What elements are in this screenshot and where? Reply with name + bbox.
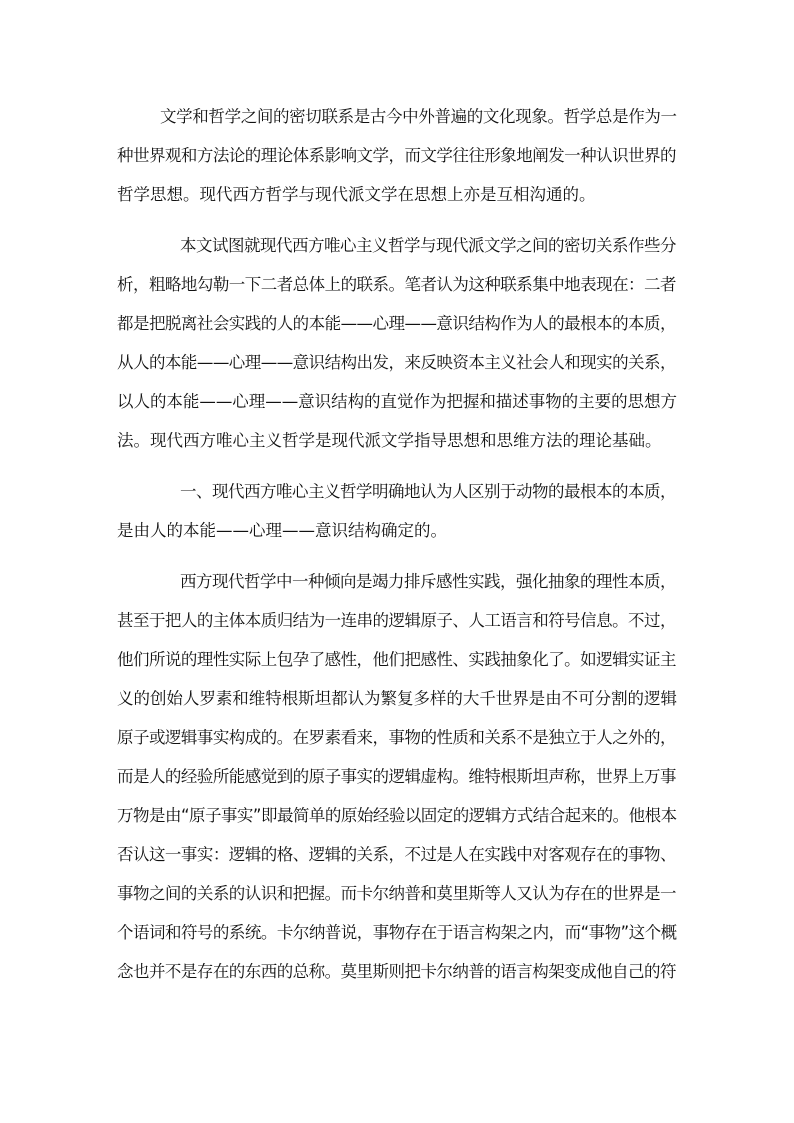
- text-line-7: 从人的本能——心理——意识结构出发，来反映资本主义社会人和现实的关系，: [117, 353, 676, 372]
- text-line-6: 都是把脱离社会实践的人的本能——心理——意识结构作为人的最根本的本质，: [117, 314, 676, 333]
- text-line-13: 甚至于把人的主体本质归结为一连串的逻辑原子、人工语言和符号信息。不过，: [117, 611, 676, 630]
- text-line-18: 万物是由“原子事实”即最简单的原始经验以固定的逻辑方式结合起来的。他根本: [117, 806, 677, 825]
- text-line-5: 析，粗略地勾勒一下二者总体上的联系。笔者认为这种联系集中地表现在：二者: [117, 275, 676, 294]
- text-line-12: 西方现代哲学中一种倾向是竭力排斥感性实践，强化抽象的理性本质，: [180, 572, 676, 591]
- text-line-22: 念也并不是存在的东西的总称。莫里斯则把卡尔纳普的语言构架变成他自己的符: [117, 962, 676, 981]
- text-line-15: 义的创始人罗素和维特根斯坦都认为繁复多样的大千世界是由不可分割的逻辑: [117, 689, 677, 708]
- text-line-1: 文学和哲学之间的密切联系是古今中外普遍的文化现象。哲学总是作为一: [160, 107, 677, 126]
- text-line-4: 本文试图就现代西方唯心主义哲学与现代派文学之间的密切关系作些分: [180, 236, 676, 255]
- text-line-2: 种世界观和方法论的理论体系影响文学，而文学往往形象地阐发一种认识世界的: [117, 146, 676, 165]
- text-line-17: 而是人的经验所能感觉到的原子事实的逻辑虚构。维特根斯坦声称，世界上万事: [117, 767, 676, 786]
- text-line-21: 个语词和符号的系统。卡尔纳普说，事物存在于语言构架之内，而“事物”这个概: [117, 923, 677, 942]
- text-line-20: 事物之间的关系的认识和把握。而卡尔纳普和莫里斯等人又认为存在的世界是一: [117, 884, 676, 903]
- text-line-19: 否认这一事实：逻辑的格、逻辑的关系，不过是人在实践中对客观存在的事物、: [117, 845, 676, 864]
- text-line-14: 他们所说的理性实际上包孕了感性，他们把感性、实践抽象化了。如逻辑实证主: [117, 650, 676, 669]
- text-line-10: 一、现代西方唯心主义哲学明确地认为人区别于动物的最根本的本质，: [180, 482, 676, 501]
- text-line-3: 哲学思想。现代西方哲学与现代派文学在思想上亦是互相沟通的。: [117, 185, 596, 204]
- text-line-9: 法。现代西方唯心主义哲学是现代派文学指导思想和思维方法的理论基础。: [117, 431, 662, 450]
- text-line-16: 原子或逻辑事实构成的。在罗素看来，事物的性质和关系不是独立于人之外的，: [117, 728, 676, 747]
- text-line-8: 以人的本能——心理——意识结构的直觉作为把握和描述事物的主要的思想方: [117, 392, 677, 411]
- text-line-11: 是由人的本能——心理——意识结构确定的。: [117, 521, 447, 540]
